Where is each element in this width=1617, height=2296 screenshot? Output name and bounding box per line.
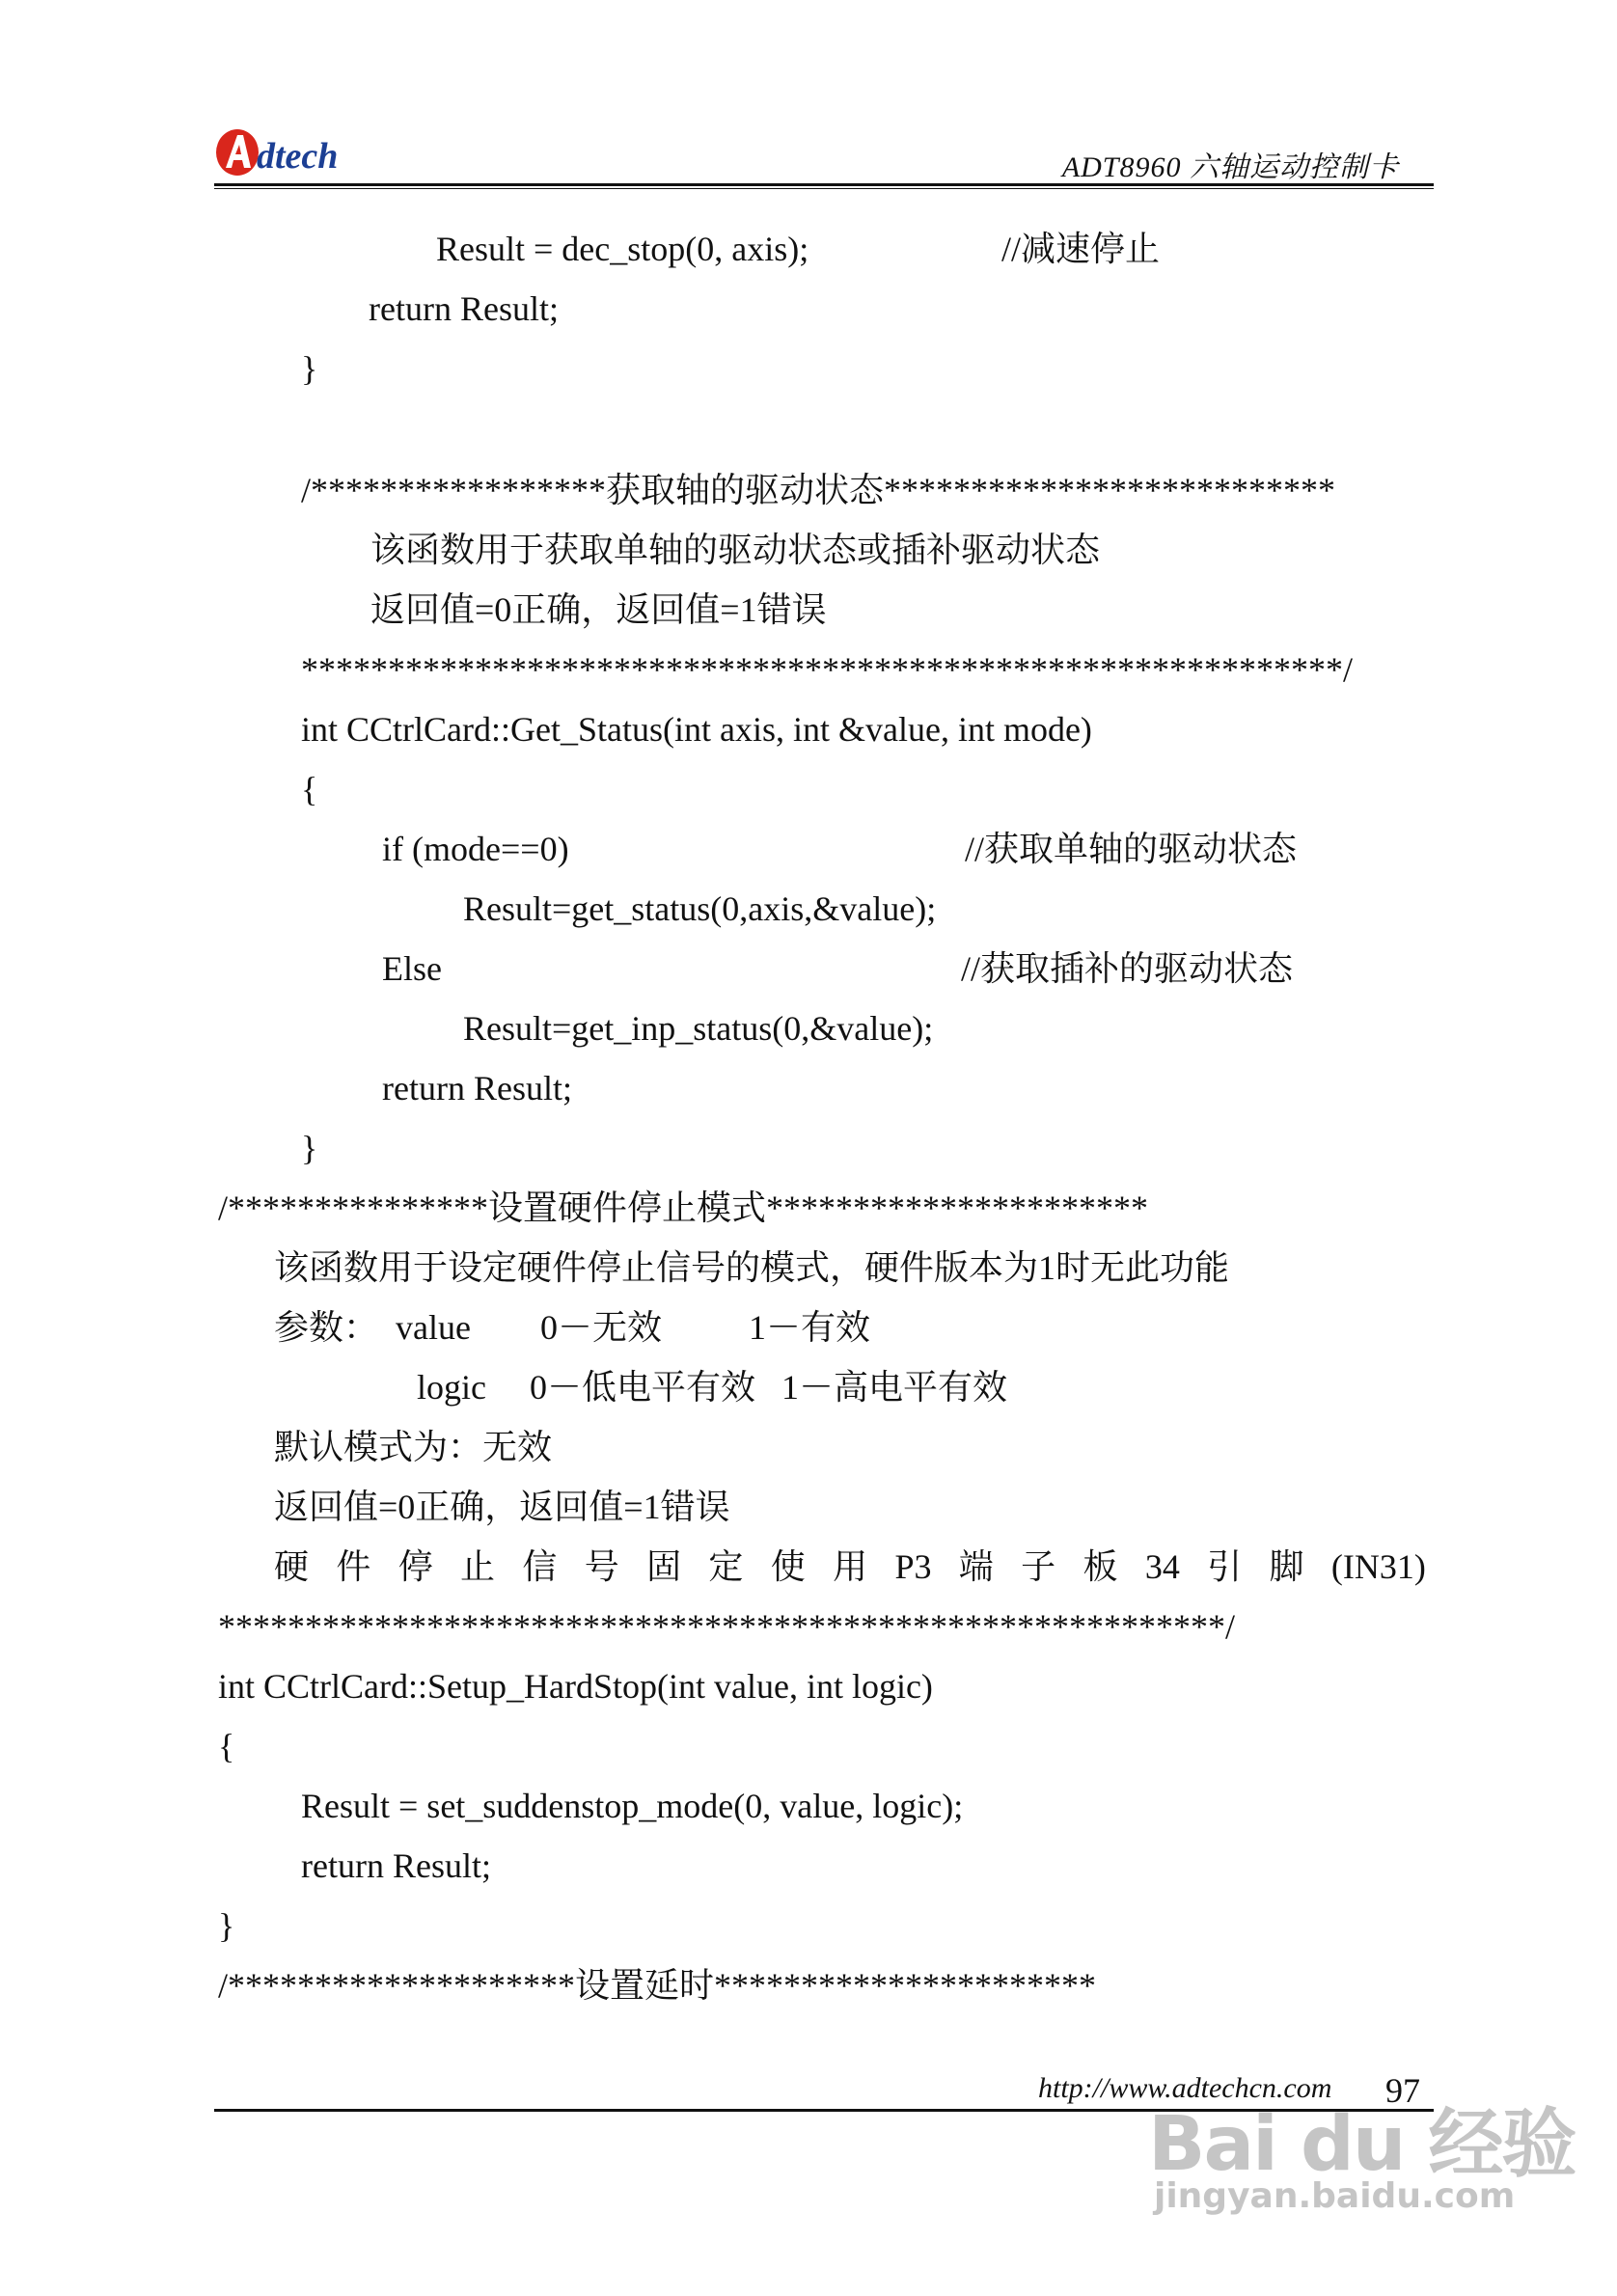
function-signature: int CCtrlCard::Setup_HardStop(int value, int logic) <box>218 1667 933 1706</box>
code-line: Result=get_inp_status(0,&value); <box>463 1009 934 1048</box>
section-banner-end: ************************************************************/ <box>301 650 1354 689</box>
justified-word: 止 <box>460 1547 496 1586</box>
justified-word: 使 <box>770 1547 806 1586</box>
justified-word: 用 <box>833 1547 868 1586</box>
page-number: 97 <box>1385 2071 1420 2110</box>
section-banner-end: **********************************************************/ <box>218 1607 1236 1646</box>
description-line: 返回值=0正确，返回值=1错误 <box>274 1488 730 1526</box>
parameter-line: logic 0－低电平有效 1－高电平有效 <box>417 1368 1007 1407</box>
function-signature: int CCtrlCard::Get_Status(int axis, int &value, int mode) <box>301 710 1092 749</box>
parameter-line: 参数： value 0－无效 1－有效 <box>274 1308 870 1347</box>
header-rule-thin <box>214 188 1434 189</box>
code-comment: //减速停止 <box>1001 230 1161 268</box>
header-rule <box>214 183 1434 186</box>
code-line: } <box>218 1906 235 1945</box>
justified-word: (IN31) <box>1330 1547 1426 1586</box>
code-line: Result = dec_stop(0, axis); <box>436 230 809 268</box>
code-line: Result=get_status(0,axis,&value); <box>463 889 937 928</box>
section-banner: /*****************获取轴的驱动状态************************** <box>301 471 1336 509</box>
justified-word: 端 <box>958 1547 994 1586</box>
description-line: 默认模式为：无效 <box>274 1428 553 1466</box>
code-line: } <box>301 349 318 388</box>
justified-word: 信 <box>522 1547 558 1586</box>
baidu-jingyan-watermark <box>1148 2084 1576 2238</box>
code-line: return Result; <box>301 1846 491 1885</box>
justified-word: 件 <box>336 1547 371 1586</box>
justified-word: 定 <box>708 1547 744 1586</box>
justified-word: 停 <box>397 1547 433 1586</box>
footer-url: http://www.adtechcn.com <box>1038 2072 1332 2104</box>
code-comment: //获取单轴的驱动状态 <box>965 830 1298 868</box>
code-line: } <box>301 1129 318 1167</box>
code-line: Result = set_suddenstop_mode(0, value, logic); <box>301 1787 964 1825</box>
code-comment: //获取插补的驱动状态 <box>961 949 1294 988</box>
justified-word: 号 <box>584 1547 619 1586</box>
section-banner: /***************设置硬件停止模式********************** <box>218 1189 1149 1227</box>
code-line: return Result; <box>369 289 559 328</box>
code-line: { <box>301 770 318 808</box>
header-title: ADT8960 六轴运动控制卡 <box>1061 151 1399 183</box>
svg-text:dtech: dtech <box>257 136 339 177</box>
watermark-main: Bai du 经验 <box>1148 2101 1576 2188</box>
justified-word: 硬 <box>274 1547 310 1586</box>
justified-word: 固 <box>646 1547 682 1586</box>
description-line: 返回值=0正确，返回值=1错误 <box>370 590 827 629</box>
code-line: return Result; <box>382 1069 572 1107</box>
justified-word: 板 <box>1083 1547 1118 1586</box>
description-line-justified <box>274 1545 1426 1588</box>
justified-word: P3 <box>894 1547 932 1586</box>
code-line: if (mode==0) <box>382 830 569 868</box>
justified-word: 脚 <box>1269 1547 1304 1586</box>
code-line: Else <box>382 949 442 988</box>
justified-word: 子 <box>1021 1547 1056 1586</box>
justified-word: 引 <box>1207 1547 1243 1586</box>
description-line: 该函数用于获取单轴的驱动状态或插补驱动状态 <box>370 531 1101 569</box>
code-line: { <box>218 1727 235 1765</box>
section-banner: /********************设置延时********************** <box>218 1966 1097 2005</box>
justified-word: 34 <box>1144 1547 1180 1586</box>
description-line: 该函数用于设定硬件停止信号的模式，硬件版本为1时无此功能 <box>274 1248 1230 1287</box>
watermark-url: jingyan.baidu.com <box>1154 2176 1516 2216</box>
adtech-logo <box>214 123 369 181</box>
